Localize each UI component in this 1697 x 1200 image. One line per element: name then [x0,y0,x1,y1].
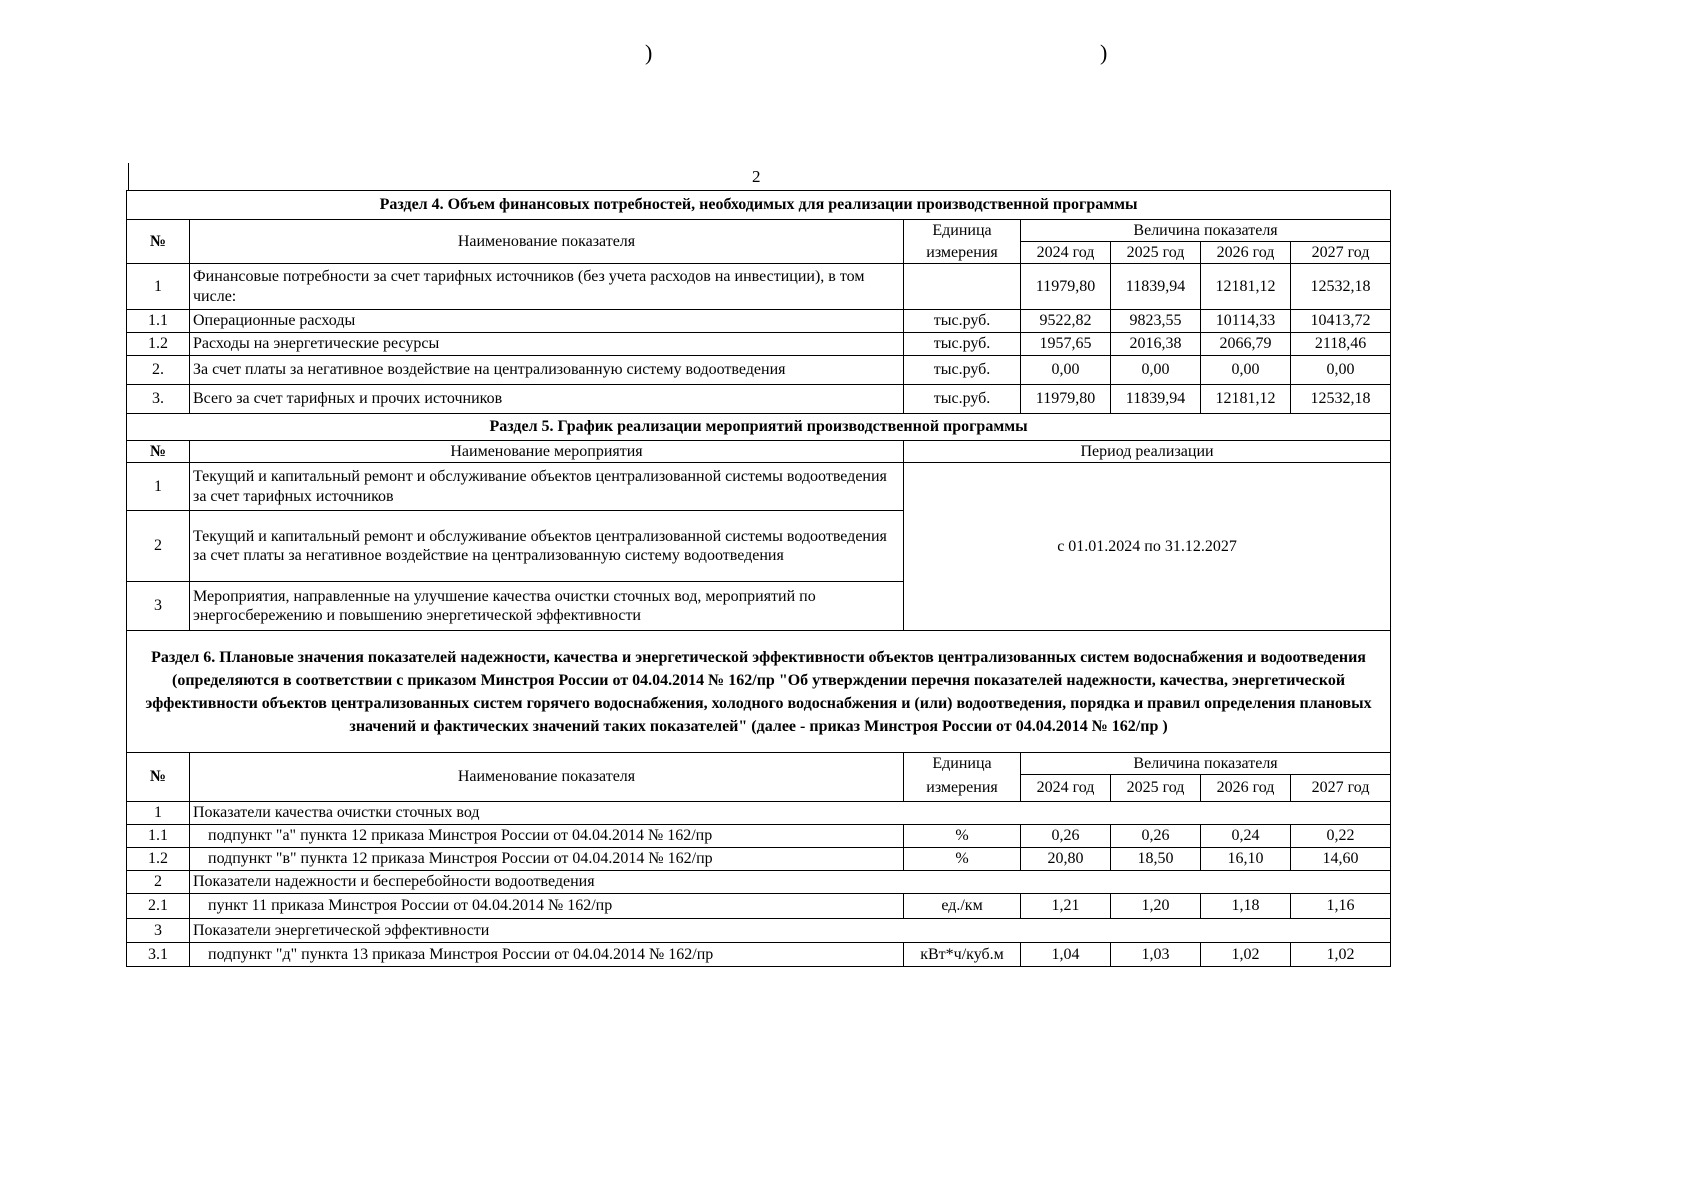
row-value-2027: 2118,46 [1291,333,1391,356]
section4-header-value: Величина показателя [1021,220,1391,242]
group-num: 1 [127,802,190,825]
row-unit: тыс.руб. [904,356,1021,385]
item-name: подпункт "д" пункта 13 приказа Минстроя России от 04.04.2014 № 162/пр [190,943,904,967]
row-value-2026: 12181,12 [1201,264,1291,310]
item-num: 1.1 [127,825,190,848]
item-unit: % [904,825,1021,848]
group-num: 2 [127,871,190,894]
row-value-2024: 0,00 [1021,356,1111,385]
row-num: 1 [127,463,190,511]
row-unit: тыс.руб. [904,385,1021,414]
row-value-2025: 2016,38 [1111,333,1201,356]
item-value-2027: 1,02 [1291,943,1391,967]
section4-row [127,385,1391,414]
row-num: 3. [127,385,190,414]
row-value-2024: 11979,80 [1021,264,1111,310]
section6-header-year-2024: 2024 год [1021,775,1111,802]
row-name: Мероприятия, направленные на улучшение качества очистки сточных вод, мероприятий по энергосбережению и повышению энергетической эффективности [190,582,904,631]
section6-item-row [127,943,1391,967]
section4-header-unit-line2: измерения [904,242,1021,264]
section6-header-year-2026: 2026 год [1201,775,1291,802]
group-name: Показатели энергетической эффективности [190,919,1391,943]
section6-title-row [127,631,1391,753]
row-value-2024: 1957,65 [1021,333,1111,356]
section4-title-row [127,191,1391,220]
row-value-2025: 9823,55 [1111,310,1201,333]
item-num: 1.2 [127,848,190,871]
document-table [126,190,1391,967]
section4-header-year-2025: 2025 год [1111,242,1201,264]
row-name: Текущий и капитальный ремонт и обслуживание объектов централизованной системы водоотведения за счет тарифных источников [190,463,904,511]
row-value-2024: 9522,82 [1021,310,1111,333]
section6-header-num: № [127,753,190,802]
page-number: 2 [752,167,761,186]
row-value-2026: 0,00 [1201,356,1291,385]
item-value-2026: 1,18 [1201,894,1291,919]
section5-header-row [127,441,1391,463]
row-name: Финансовые потребности за счет тарифных источников (без учета расходов на инвестиции), в том числе: [190,264,904,310]
section5-row [127,463,1391,511]
section5-title-row [127,414,1391,441]
section4-header-year-2027: 2027 год [1291,242,1391,264]
item-name: пункт 11 приказа Минстроя России от 04.04.2014 № 162/пр [190,894,904,919]
section6-title: Раздел 6. Плановые значения показателей надежности, качества и энергетической эффективности объектов централизованных систем водоснабжения и водоотведения (определяются в соответствии с приказом Минстроя России от 04.04.2014 № 162/пр "Об утверждении перечня показателей надежности, качества, энергетической эффективности объектов централизованных систем горячего водоснабжения, холодного водоснабжения и (или) водоотведения, порядка и правил определения плановых значений и фактических значений таких показателей" (далее - приказ Минстроя России от 04.04.2014 № 162/пр ) [127,631,1391,753]
section4-header-name: Наименование показателя [190,220,904,264]
scan-mark-right: ) [1100,40,1108,65]
section6-header-unit: Единица [904,753,1021,775]
row-num: 3 [127,582,190,631]
section4-header-year-2026: 2026 год [1201,242,1291,264]
row-value-2026: 12181,12 [1201,385,1291,414]
row-value-2027: 12532,18 [1291,264,1391,310]
item-name: подпункт "а" пункта 12 приказа Минстроя России от 04.04.2014 № 162/пр [190,825,904,848]
item-value-2025: 1,20 [1111,894,1201,919]
row-value-2027: 10413,72 [1291,310,1391,333]
margin-rule [128,163,129,191]
item-value-2027: 14,60 [1291,848,1391,871]
item-num: 3.1 [127,943,190,967]
item-value-2026: 16,10 [1201,848,1291,871]
item-value-2024: 1,21 [1021,894,1111,919]
group-name: Показатели надежности и бесперебойности водоотведения [190,871,1391,894]
row-name: Расходы на энергетические ресурсы [190,333,904,356]
scan-mark-left: ) [645,40,653,65]
section6-header-unit-line2: измерения [904,775,1021,802]
section4-header-row [127,220,1391,242]
row-unit: тыс.руб. [904,333,1021,356]
item-value-2025: 1,03 [1111,943,1201,967]
section4-row [127,356,1391,385]
section5-header-period: Период реализации [904,441,1391,463]
section4-header-unit: Единица [904,220,1021,242]
section6-item-row [127,894,1391,919]
row-name: Операционные расходы [190,310,904,333]
item-value-2024: 0,26 [1021,825,1111,848]
section6-header-row [127,753,1391,775]
section6-header-name: Наименование показателя [190,753,904,802]
row-name: Всего за счет тарифных и прочих источников [190,385,904,414]
section6-header-value: Величина показателя [1021,753,1391,775]
section5-header-name: Наименование мероприятия [190,441,904,463]
item-name: подпункт "в" пункта 12 приказа Минстроя России от 04.04.2014 № 162/пр [190,848,904,871]
row-value-2024: 11979,80 [1021,385,1111,414]
row-name: Текущий и капитальный ремонт и обслуживание объектов централизованной системы водоотведения за счет платы за негативное воздействие на централизованную систему водоотведения [190,511,904,582]
row-num: 1.2 [127,333,190,356]
row-unit: тыс.руб. [904,310,1021,333]
section4-row [127,333,1391,356]
section4-title: Раздел 4. Объем финансовых потребностей, необходимых для реализации производственной программы [127,191,1391,220]
item-value-2024: 20,80 [1021,848,1111,871]
section5-title: Раздел 5. График реализации мероприятий производственной программы [127,414,1391,441]
item-value-2024: 1,04 [1021,943,1111,967]
row-num: 2 [127,511,190,582]
section6-group-row [127,919,1391,943]
item-value-2027: 1,16 [1291,894,1391,919]
section5-period-value: с 01.01.2024 по 31.12.2027 [904,463,1391,631]
item-value-2025: 18,50 [1111,848,1201,871]
item-unit: ед./км [904,894,1021,919]
section5-header-num: № [127,441,190,463]
section6-item-row [127,848,1391,871]
item-value-2026: 0,24 [1201,825,1291,848]
row-value-2025: 11839,94 [1111,385,1201,414]
row-value-2027: 12532,18 [1291,385,1391,414]
section6-item-row [127,825,1391,848]
section6-header-year-2027: 2027 год [1291,775,1391,802]
group-num: 3 [127,919,190,943]
item-unit: кВт*ч/куб.м [904,943,1021,967]
row-value-2027: 0,00 [1291,356,1391,385]
item-unit: % [904,848,1021,871]
item-value-2026: 1,02 [1201,943,1291,967]
section4-header-num: № [127,220,190,264]
item-num: 2.1 [127,894,190,919]
row-num: 1.1 [127,310,190,333]
row-name: За счет платы за негативное воздействие на централизованную систему водоотведения [190,356,904,385]
item-value-2025: 0,26 [1111,825,1201,848]
row-value-2026: 10114,33 [1201,310,1291,333]
row-unit [904,264,1021,310]
section4-header-year-2024: 2024 год [1021,242,1111,264]
row-num: 1 [127,264,190,310]
group-name: Показатели качества очистки сточных вод [190,802,1391,825]
section6-group-row [127,871,1391,894]
row-num: 2. [127,356,190,385]
section6-group-row [127,802,1391,825]
item-value-2027: 0,22 [1291,825,1391,848]
section4-row [127,264,1391,310]
row-value-2025: 11839,94 [1111,264,1201,310]
section6-header-year-2025: 2025 год [1111,775,1201,802]
section4-row [127,310,1391,333]
row-value-2026: 2066,79 [1201,333,1291,356]
row-value-2025: 0,00 [1111,356,1201,385]
